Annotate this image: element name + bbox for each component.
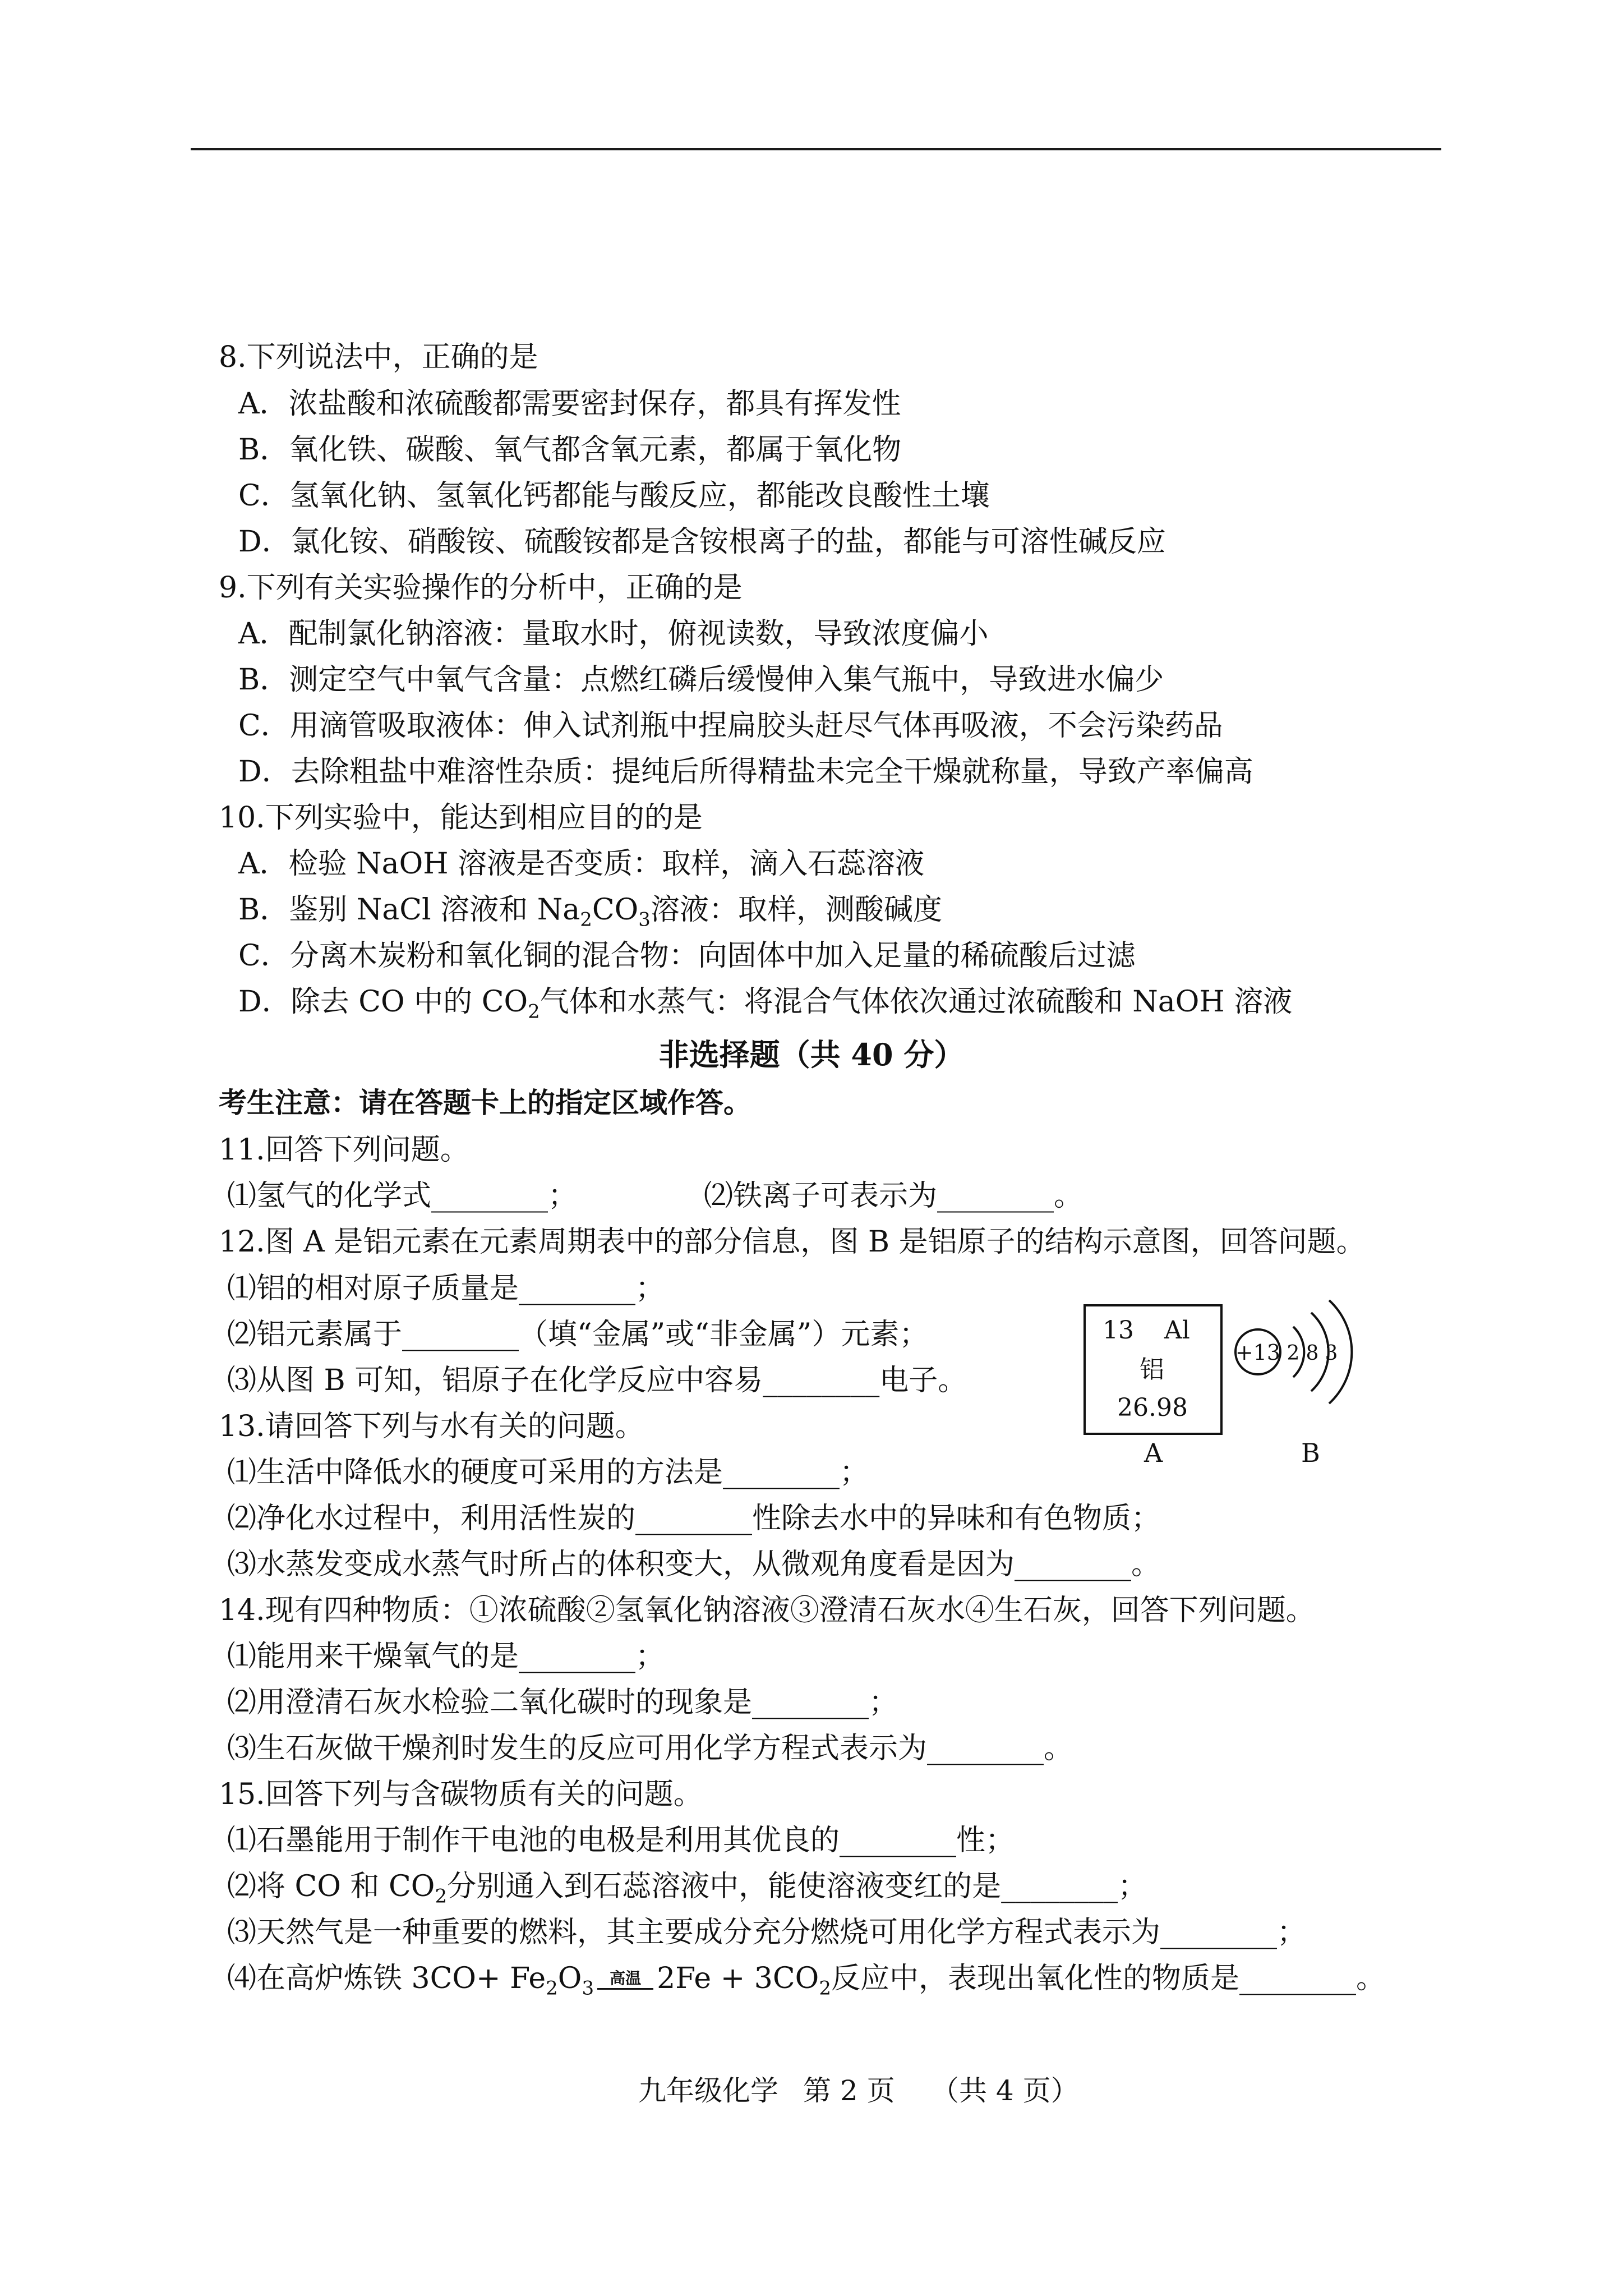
footer-page: 第 2 页: [803, 2074, 895, 2107]
q8-option-d: D．氯化铵、硝酸铵、硫酸铵都是含铵根离子的盐，都能与可溶性碱反应: [238, 525, 1166, 559]
q14-stem: 14.现有四种物质：①浓硫酸②氢氧化钠溶液③澄清石灰水④生石灰，回答下列问题。: [219, 1594, 1315, 1627]
q10-option-b: B．鉴别 NaCl 溶液和 $Na_2CO_3$溶液：取样，测酸碱度: [238, 893, 942, 931]
nucleus-charge: +13: [1235, 1340, 1281, 1365]
section-title: 非选择题（共 40 分）: [658, 1037, 965, 1073]
q10-option-d: D．除去 CO 中的 $CO_2$气体和水蒸气：将混合气体依次通过浓硫酸和 NaOH 溶液: [238, 985, 1293, 1023]
q12-part-3: ⑶从图 B 可知，铝原子在化学反应中容易________电子。: [227, 1364, 967, 1397]
figure-b-label: B: [1301, 1438, 1320, 1468]
q13-stem: 13.请回答下列与水有关的问题。: [219, 1410, 644, 1443]
q14-part-3: ⑶生石灰做干燥剂时发生的反应可用化学方程式表示为________。: [227, 1732, 1073, 1765]
q8-option-c: C．氢氧化钠、氢氧化钙都能与酸反应，都能改良酸性土壤: [238, 479, 990, 513]
q8-option-b: B．氧化铁、碳酸、氧气都含氧元素，都属于氧化物: [238, 433, 902, 467]
q15-part-3: ⑶天然气是一种重要的燃料，其主要成分充分燃烧可用化学方程式表示为________；: [227, 1916, 1307, 1949]
q12-part-1: ⑴铝的相对原子质量是________；: [227, 1272, 665, 1305]
element-name: 铝: [1140, 1355, 1164, 1384]
q10-stem: 10.下列实验中，能达到相应目的的是: [219, 801, 703, 835]
q11-part-2: ⑵铁离子可表示为________。: [704, 1179, 1083, 1213]
q10-option-c: C．分离木炭粉和氧化铜的混合物：向固体中加入足量的稀硫酸后过滤: [238, 939, 1136, 973]
q9-option-d: D．去除粗盐中难溶性杂质：提纯后所得精盐未完全干燥就称量，导致产率偏高: [238, 755, 1253, 789]
element-cell-figure: [1083, 1304, 1223, 1435]
q13-part-2: ⑵净化水过程中，利用活性炭的________性除去水中的异味和有色物质；: [227, 1502, 1161, 1535]
element-symbol: Al: [1164, 1316, 1190, 1345]
shell-3-electrons: 3: [1325, 1342, 1338, 1365]
q14-part-1: ⑴能用来干燥氧气的是________；: [227, 1640, 665, 1673]
q15-part-2: ⑵将 CO 和 $CO_2$分别通入到石蕊溶液中，能使溶液变红的是________；: [227, 1870, 1147, 1908]
q10-option-a: A．检验 NaOH 溶液是否变质：取样，滴入石蕊溶液: [238, 847, 925, 881]
footer-subject: 九年级化学: [638, 2074, 778, 2107]
shell-1-electrons: 2: [1287, 1342, 1300, 1365]
q11-stem: 11.回答下列问题。: [219, 1133, 469, 1167]
shell-2-electrons: 8: [1306, 1342, 1319, 1365]
atom-structure-figure: [1227, 1273, 1373, 1430]
reaction-condition: 高温: [597, 1970, 653, 1990]
q12-stem: 12.图 A 是铝元素在元素周期表中的部分信息，图 B 是铝原子的结构示意图，回答问题。: [219, 1225, 1366, 1259]
q11-part-1: ⑴氢气的化学式________；: [227, 1179, 578, 1213]
atomic-number: 13: [1103, 1316, 1134, 1345]
q9-stem: 9.下列有关实验操作的分析中，正确的是: [219, 571, 743, 605]
footer-total: （共 4 页）: [931, 2074, 1079, 2107]
figure-a-label: A: [1144, 1438, 1163, 1468]
header-rule: [191, 148, 1441, 150]
q12-part-2: ⑵铝元素属于________（填“金属”或“非金属”）元素；: [227, 1318, 929, 1351]
section-notice: 考生注意：请在答题卡上的指定区域作答。: [219, 1086, 751, 1119]
q14-part-2: ⑵用澄清石灰水检验二氧化碳时的现象是________；: [227, 1686, 898, 1719]
q9-option-b: B．测定空气中氧气含量：点燃红磷后缓慢伸入集气瓶中，导致进水偏少: [238, 663, 1164, 697]
q15-part-1: ⑴石墨能用于制作干电池的电极是利用其优良的________性；: [227, 1824, 1015, 1857]
q8-option-a: A．浓盐酸和浓硫酸都需要密封保存，都具有挥发性: [238, 387, 901, 421]
q15-part-4: ⑷在高炉炼铁 $3CO+ Fe_2O_3$ 高温 $2Fe + 3CO_2$反应中，表现出氧化性的物质是________。: [227, 1962, 1385, 2000]
atomic-mass: 26.98: [1117, 1393, 1188, 1422]
q9-option-c: C．用滴管吸取液体：伸入试剂瓶中捏扁胶头赶尽气体再吸液，不会污染药品: [238, 709, 1223, 743]
q8-stem: 8.下列说法中，正确的是: [219, 341, 538, 374]
q15-stem: 15.回答下列与含碳物质有关的问题。: [219, 1778, 703, 1811]
q9-option-a: A．配制氯化钠溶液：量取水时，俯视读数，导致浓度偏小: [238, 617, 989, 651]
q13-part-1: ⑴生活中降低水的硬度可采用的方法是________；: [227, 1456, 869, 1489]
q13-part-3: ⑶水蒸发变成水蒸气时所占的体积变大，从微观角度看是因为________。: [227, 1548, 1161, 1581]
